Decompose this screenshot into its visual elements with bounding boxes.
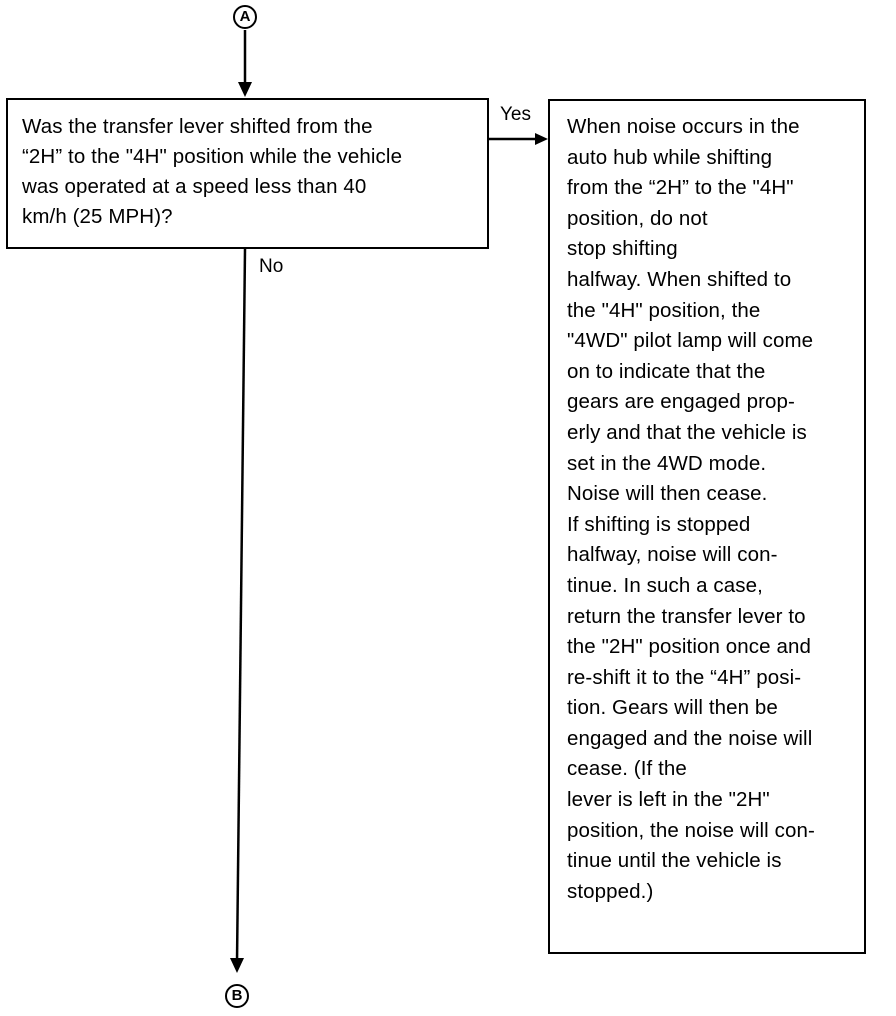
decision-box — [6, 98, 489, 249]
action-box — [548, 99, 866, 954]
connector-a: A — [233, 5, 257, 29]
arrow-line-no — [237, 249, 245, 962]
question-text: Was the transfer lever shifted from the “2H” to the "4H" position while the vehicle was operated at a speed less than 40 km/h (25 MPH)? — [22, 115, 403, 228]
yes-label: Yes — [500, 104, 531, 125]
arrow-head-a-to-question — [238, 82, 252, 97]
no-label: No — [259, 256, 284, 277]
arrow-head-yes — [535, 133, 548, 145]
connector-b: B — [225, 984, 249, 1008]
arrow-head-no — [230, 958, 244, 973]
action-text: When noise occurs in the auto hub while shifting from the “2H” to the "4H" position, do not stop shifting halfway. When shifted to the "4H" position, the "4WD" pilot lamp will come on to indicate that the gears are engaged prop- erly and that the vehicle is set in the 4WD mode. Noise will then cease. If shifting is stopped halfway, noise will con- tinue. In such a case, return the transfer lever to the "2H" position once and re-shift it to the “4H” posi- tion. Gears will then be engaged and the noise will cease. (If the lever is left in the "2H" position, the noise will con- tinue until the vehicle is stopped.) — [567, 115, 815, 903]
